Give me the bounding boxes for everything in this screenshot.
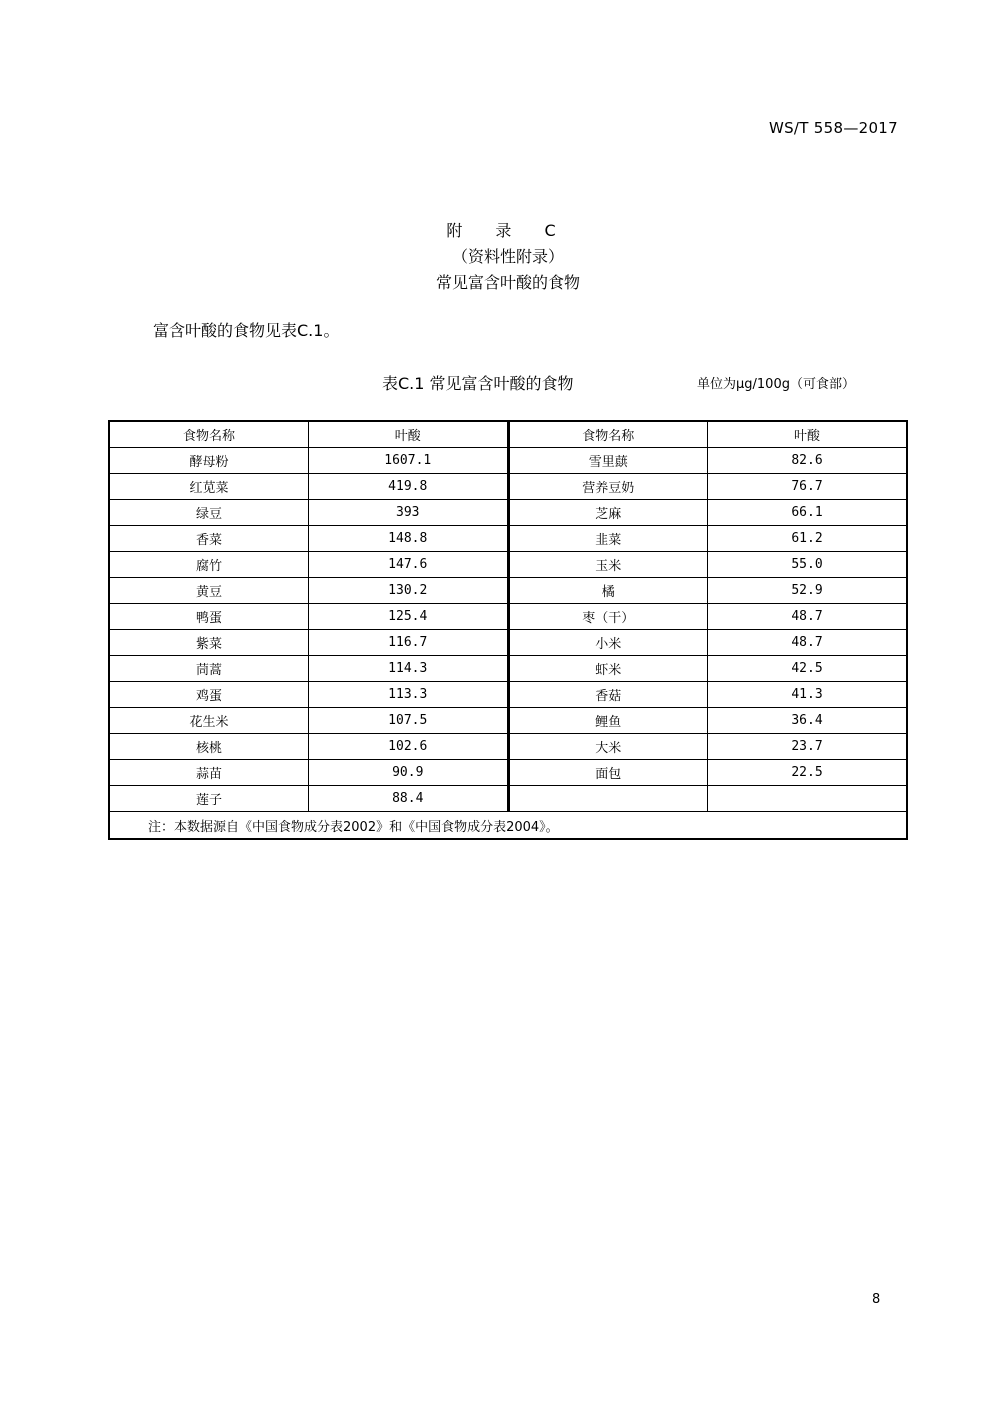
folate-value-cell: 61.2 (708, 526, 908, 552)
appendix-type: （资料性附录） (451, 247, 564, 266)
food-name-cell: 雪里蕻 (508, 448, 708, 474)
food-name-cell: 面包 (508, 760, 708, 786)
folate-value-cell: 107.5 (309, 708, 509, 734)
food-name-cell: 莲子 (109, 786, 309, 812)
food-name-cell: 腐竹 (109, 552, 309, 578)
food-name-cell: 鸡蛋 (109, 682, 309, 708)
food-name-cell: 芝麻 (508, 500, 708, 526)
folate-value-cell: 1607.1 (309, 448, 509, 474)
folate-value-cell: 102.6 (309, 734, 509, 760)
food-name-cell: 大米 (508, 734, 708, 760)
folate-value-cell: 147.6 (309, 552, 509, 578)
food-name-cell: 蒜苗 (109, 760, 309, 786)
food-name-cell: 韭菜 (508, 526, 708, 552)
food-name-cell: 虾米 (508, 656, 708, 682)
food-name-cell: 黄豆 (109, 578, 309, 604)
food-name-cell: 香菜 (109, 526, 309, 552)
food-name-cell: 玉米 (508, 552, 708, 578)
folate-value-cell: 36.4 (708, 708, 908, 734)
folate-value-cell: 116.7 (309, 630, 509, 656)
food-name-cell: 花生米 (109, 708, 309, 734)
food-name-cell: 核桃 (109, 734, 309, 760)
intro-paragraph: 富含叶酸的食物见表C.1。 (153, 321, 340, 340)
folate-value-cell: 55.0 (708, 552, 908, 578)
food-name-cell: 绿豆 (109, 500, 309, 526)
standard-code: WS/T 558—2017 (768, 119, 898, 137)
table-row (109, 604, 907, 630)
column-header: 叶酸 (309, 421, 509, 448)
table-header-row (109, 421, 907, 448)
folate-value-cell: 48.7 (708, 604, 908, 630)
appendix-heading (0, 218, 992, 296)
unit-note: 单位为μg/100g（可食部） (697, 377, 855, 392)
folate-value-cell: 130.2 (309, 578, 509, 604)
page-number: 8 (872, 1292, 881, 1307)
folate-value-cell: 41.3 (708, 682, 908, 708)
table-row (109, 656, 907, 682)
table-note: 注：本数据源自《中国食物成分表2002》和《中国食物成分表2004》。 (109, 812, 907, 840)
column-header: 食物名称 (508, 421, 708, 448)
table-row (109, 734, 907, 760)
folate-value-cell: 82.6 (708, 448, 908, 474)
folate-table (108, 420, 908, 840)
food-name-cell: 紫菜 (109, 630, 309, 656)
table-row (109, 526, 907, 552)
folate-value-cell: 48.7 (708, 630, 908, 656)
folate-value-cell: 148.8 (309, 526, 509, 552)
table-note-row (109, 812, 907, 840)
food-name-cell (508, 786, 708, 812)
table-row (109, 630, 907, 656)
column-header: 叶酸 (708, 421, 908, 448)
food-name-cell: 枣（干） (508, 604, 708, 630)
folate-value-cell: 42.5 (708, 656, 908, 682)
table-row (109, 708, 907, 734)
food-name-cell: 鲤鱼 (508, 708, 708, 734)
folate-value-cell: 113.3 (309, 682, 509, 708)
table-row (109, 500, 907, 526)
folate-value-cell: 88.4 (309, 786, 509, 812)
table-row (109, 552, 907, 578)
column-header: 食物名称 (109, 421, 309, 448)
table-row (109, 760, 907, 786)
food-name-cell: 红苋菜 (109, 474, 309, 500)
folate-value-cell: 125.4 (309, 604, 509, 630)
folate-value-cell (708, 786, 908, 812)
folate-value-cell: 76.7 (708, 474, 908, 500)
table-row (109, 682, 907, 708)
food-name-cell: 茼蒿 (109, 656, 309, 682)
food-name-cell: 鸭蛋 (109, 604, 309, 630)
folate-value-cell: 23.7 (708, 734, 908, 760)
folate-value-cell: 66.1 (708, 500, 908, 526)
appendix-title: 附 录 C (446, 221, 570, 240)
table-row (109, 786, 907, 812)
folate-value-cell: 90.9 (309, 760, 509, 786)
folate-value-cell: 114.3 (309, 656, 509, 682)
table-row (109, 474, 907, 500)
appendix-name: 常见富含叶酸的食物 (435, 273, 580, 292)
food-name-cell: 香菇 (508, 682, 708, 708)
folate-value-cell: 419.8 (309, 474, 509, 500)
food-name-cell: 营养豆奶 (508, 474, 708, 500)
folate-value-cell: 22.5 (708, 760, 908, 786)
table-row (109, 448, 907, 474)
food-name-cell: 酵母粉 (109, 448, 309, 474)
folate-value-cell: 393 (309, 500, 509, 526)
food-name-cell: 小米 (508, 630, 708, 656)
folate-value-cell: 52.9 (708, 578, 908, 604)
table-caption: 表C.1 常见富含叶酸的食物 (382, 374, 574, 393)
food-name-cell: 橘 (508, 578, 708, 604)
table-row (109, 578, 907, 604)
table-body (109, 448, 907, 812)
